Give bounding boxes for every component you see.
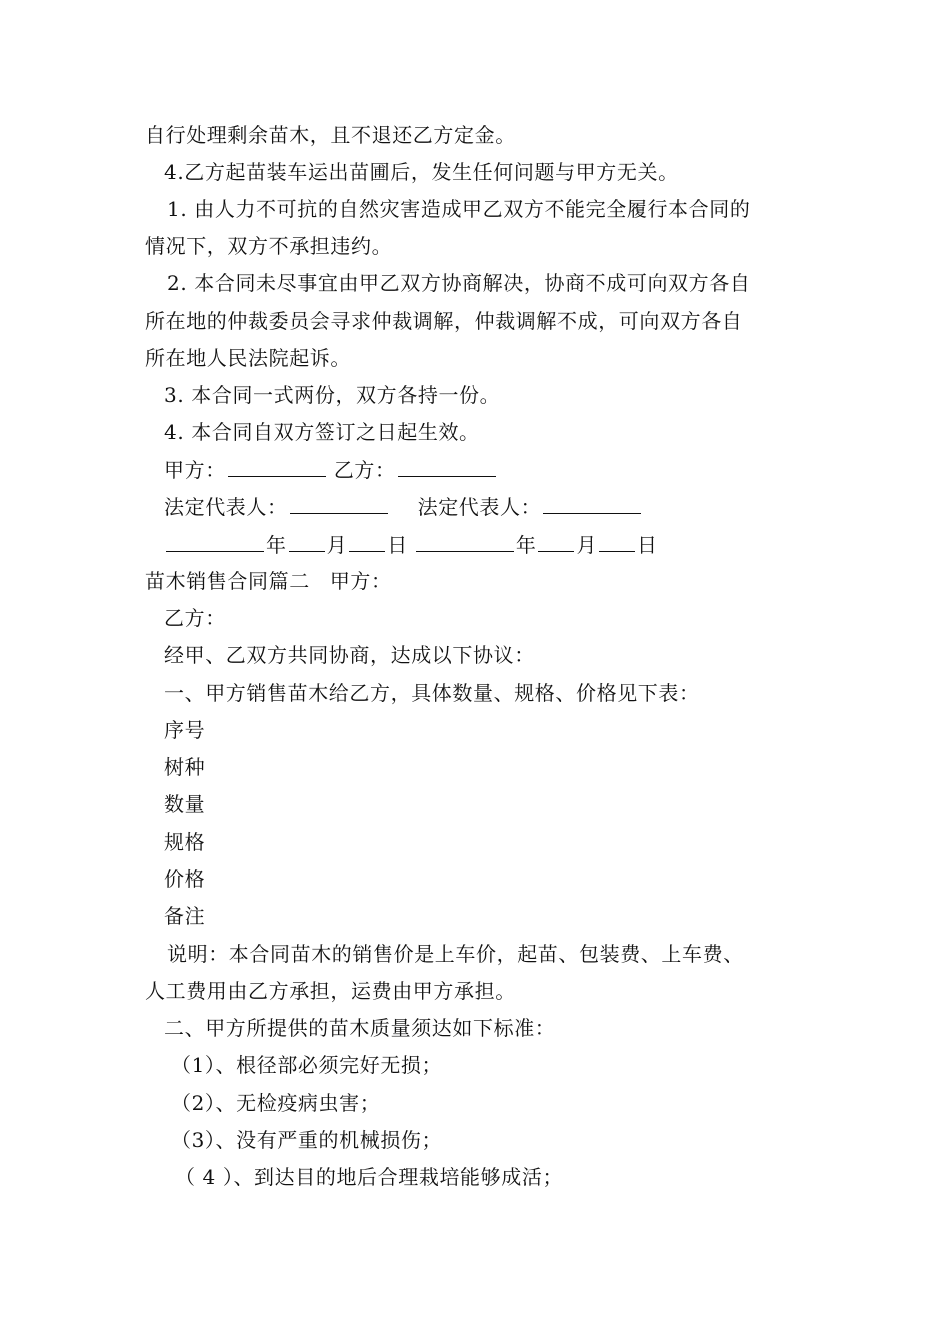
clause-4-effective-line: 4. 本合同自双方签订之日起生效。 [164,420,480,444]
clause-4-line: 4.乙方起苗装车运出苗圃后，发生任何问题与甲方无关。 [164,160,679,184]
table-header-remark: 备注 [164,904,206,928]
standard-item: （1）、根径部必须完好无损； [171,1053,443,1077]
party-a-label: 甲方： [164,458,226,482]
text-line: 自行处理剩余苗木，且不退还乙方定金。 [145,123,516,147]
section2-heading: 苗木销售合同篇二 [145,569,310,593]
section2-intro: 经甲、乙双方共同协商，达成以下协议： [164,643,535,667]
section2-party-a: 甲方： [329,569,392,593]
day-b-label: 日 [637,533,658,557]
year-a-blank [166,531,264,552]
table-header-quantity: 数量 [164,792,206,816]
text-line: 所在地的仲裁委员会寻求仲裁调解，仲裁调解不成，可向双方各自 [145,309,743,333]
year-a-label: 年 [266,533,287,557]
table-header-price: 价格 [164,867,206,891]
rep-a-blank [290,493,388,514]
note-line-1: 说明：本合同苗木的销售价是上车价，起苗、包装费、上车费、 [167,942,744,966]
rep-b-blank [543,493,641,514]
day-a-blank [349,531,385,552]
month-a-blank [289,531,325,552]
month-a-label: 月 [326,533,348,557]
year-b-blank [416,531,514,552]
section2-party-b: 乙方： [164,606,226,630]
standard-item: （ 4 ）、到达目的地后合理栽培能够成活； [175,1165,564,1189]
party-a-blank [228,456,326,477]
text-line: 所在地人民法院起诉。 [145,346,351,370]
clause-1-line: 1. 由人力不可抗的自然灾害造成甲乙双方不能完全履行本合同的 [167,197,751,221]
clause-3-line: 3. 本合同一式两份，双方各持一份。 [164,383,501,407]
month-b-blank [538,531,574,552]
standard-item: （2）、无检疫病虫害； [171,1091,381,1115]
rep-a-label: 法定代表人： [164,495,288,519]
party-b-label: 乙方： [333,458,396,482]
month-b-label: 月 [576,533,598,557]
section2-clause2: 二、甲方所提供的苗木质量须达如下标准： [164,1016,556,1040]
section2-heading-line [145,568,810,594]
day-b-blank [599,531,635,552]
signature-representatives-line [164,493,829,520]
table-header-spec: 规格 [164,830,206,854]
clause-2-line: 2. 本合同未尽事宜由甲乙双方协商解决，协商不成可向双方各自 [167,271,751,295]
party-b-blank [398,456,496,477]
day-a-label: 日 [387,533,408,557]
section2-clause1: 一、甲方销售苗木给乙方，具体数量、规格、价格见下表： [164,681,700,705]
table-header-index: 序号 [164,718,206,742]
standard-item: （3）、没有严重的机械损伤； [171,1128,443,1152]
rep-b-label: 法定代表人： [417,495,542,519]
signature-date-line [164,531,829,558]
note-line-2: 人工费用由乙方承担，运费由甲方承担。 [145,979,516,1003]
signature-parties-line [164,456,829,483]
table-header-species: 树种 [164,755,206,779]
text-line: 情况下，双方不承担违约。 [145,234,393,258]
year-b-label: 年 [515,533,537,557]
